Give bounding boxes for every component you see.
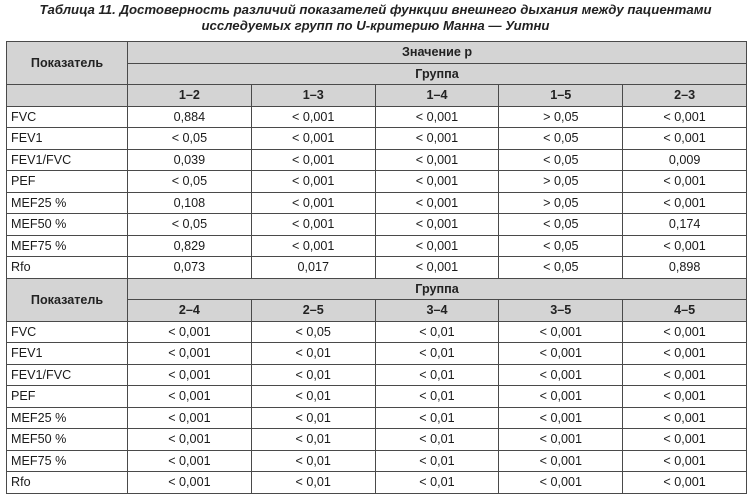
table-cell: < 0,001 [623,386,747,408]
table-row [7,429,747,451]
table-cell: < 0,001 [623,128,747,150]
table-row [7,128,747,150]
table-cell: < 0,001 [499,343,623,365]
table-row [7,343,747,365]
table-cell: < 0,001 [375,149,499,171]
row-label: MEF50 % [7,214,128,236]
column-header: 2–5 [251,300,375,322]
table-row [7,321,747,343]
table-cell: < 0,001 [499,321,623,343]
row-label: FVC [7,321,128,343]
table-cell: < 0,001 [623,171,747,193]
table-cell: < 0,01 [251,450,375,472]
table-cell: 0,108 [128,192,252,214]
caption-line-1: Таблица 11. Достоверность различий показателей функции внешнего дыхания между пациентами [39,2,712,17]
column-header: 1–4 [375,85,499,107]
table-cell: < 0,001 [623,407,747,429]
table-row [7,235,747,257]
table-cell: < 0,01 [375,450,499,472]
table-cell: < 0,01 [251,429,375,451]
column-header: 2–4 [128,300,252,322]
table-row [7,364,747,386]
table-cell: < 0,01 [251,407,375,429]
indicator-header: Показатель [7,42,128,85]
value-p-header: Значение p [128,42,747,64]
table-cell: < 0,001 [128,364,252,386]
group-header: Группа [128,63,747,85]
table-cell: < 0,001 [251,171,375,193]
row-label: PEF [7,386,128,408]
column-header: 3–5 [499,300,623,322]
table-cell: < 0,001 [623,235,747,257]
table-cell: < 0,001 [623,192,747,214]
table-cell: < 0,05 [251,321,375,343]
row-label: FEV1 [7,128,128,150]
table-cell: < 0,001 [128,407,252,429]
table-cell: < 0,001 [251,106,375,128]
caption-line-2: исследуемых групп по U-критерию Манна — Уитни [201,17,550,33]
table-cell: 0,009 [623,149,747,171]
table-row [7,407,747,429]
table-cell: < 0,001 [499,407,623,429]
table-cell: > 0,05 [499,106,623,128]
header-row-columns-1 [7,85,747,107]
table-cell: < 0,001 [623,450,747,472]
table-row [7,214,747,236]
row-label: MEF25 % [7,192,128,214]
table-cell: < 0,001 [251,235,375,257]
table-cell: < 0,001 [128,321,252,343]
table-cell: < 0,01 [375,407,499,429]
table-row [7,386,747,408]
table-cell: < 0,05 [499,235,623,257]
table-cell: < 0,01 [375,386,499,408]
table-cell: > 0,05 [499,192,623,214]
row-label: Rfo [7,472,128,494]
table-cell: < 0,01 [375,429,499,451]
table-cell: > 0,05 [499,171,623,193]
table-cell: < 0,001 [375,171,499,193]
table-cell: < 0,05 [499,214,623,236]
table-cell: < 0,001 [623,364,747,386]
row-label: MEF50 % [7,429,128,451]
table-cell: 0,898 [623,257,747,279]
header-row-value-p [7,42,747,64]
table-cell: < 0,001 [375,128,499,150]
header-row-group-2 [7,278,747,300]
table-row [7,472,747,494]
table-caption [0,2,751,33]
column-header: 1–5 [499,85,623,107]
table-cell: < 0,001 [623,106,747,128]
table-cell: < 0,001 [623,472,747,494]
table-cell: < 0,001 [128,450,252,472]
table-cell: < 0,05 [499,149,623,171]
column-header: 4–5 [623,300,747,322]
table-cell: < 0,001 [375,192,499,214]
table-row [7,106,747,128]
table-cell: < 0,05 [128,171,252,193]
row-label: MEF75 % [7,235,128,257]
table-cell: < 0,001 [375,235,499,257]
table-cell: < 0,001 [623,429,747,451]
table-cell: < 0,001 [251,214,375,236]
column-header: 1–3 [251,85,375,107]
table-cell: < 0,001 [375,214,499,236]
column-header: 2–3 [623,85,747,107]
row-label: FVC [7,106,128,128]
table-cell: 0,829 [128,235,252,257]
table-row [7,450,747,472]
table-cell: < 0,01 [375,343,499,365]
table-cell: < 0,001 [251,128,375,150]
table-cell: < 0,001 [251,192,375,214]
group-header: Группа [128,278,747,300]
column-header-empty [7,85,128,107]
table-body [7,42,747,494]
table-cell: < 0,001 [499,364,623,386]
row-label: FEV1/FVC [7,364,128,386]
table-cell: < 0,001 [128,429,252,451]
table-cell: < 0,01 [251,343,375,365]
indicator-header: Показатель [7,278,128,321]
row-label: FEV1 [7,343,128,365]
table-cell: < 0,01 [251,386,375,408]
table-cell: < 0,001 [623,321,747,343]
table-cell: < 0,001 [128,386,252,408]
row-label: MEF75 % [7,450,128,472]
table-row [7,192,747,214]
table-cell: 0,073 [128,257,252,279]
table-cell: < 0,001 [128,472,252,494]
table-cell: < 0,001 [499,386,623,408]
table-cell: < 0,01 [251,364,375,386]
table-cell: < 0,001 [499,429,623,451]
table-cell: < 0,01 [375,472,499,494]
table-cell: 0,884 [128,106,252,128]
column-header: 3–4 [375,300,499,322]
table-cell: 0,174 [623,214,747,236]
table-cell: 0,017 [251,257,375,279]
row-label: MEF25 % [7,407,128,429]
data-table [6,41,747,494]
row-label: FEV1/FVC [7,149,128,171]
table-row [7,257,747,279]
table-cell: < 0,01 [375,321,499,343]
table-cell: < 0,01 [251,472,375,494]
table-cell: < 0,001 [499,472,623,494]
row-label: PEF [7,171,128,193]
table-cell: 0,039 [128,149,252,171]
table-cell: < 0,05 [128,214,252,236]
table-cell: < 0,001 [375,106,499,128]
row-label: Rfo [7,257,128,279]
table-cell: < 0,05 [499,257,623,279]
table-cell: < 0,01 [375,364,499,386]
table-cell: < 0,05 [499,128,623,150]
table-cell: < 0,001 [128,343,252,365]
table-cell: < 0,001 [251,149,375,171]
table-cell: < 0,001 [499,450,623,472]
table-cell: < 0,001 [623,343,747,365]
table-row [7,149,747,171]
table-cell: < 0,001 [375,257,499,279]
table-cell: < 0,05 [128,128,252,150]
table-row [7,171,747,193]
column-header: 1–2 [128,85,252,107]
